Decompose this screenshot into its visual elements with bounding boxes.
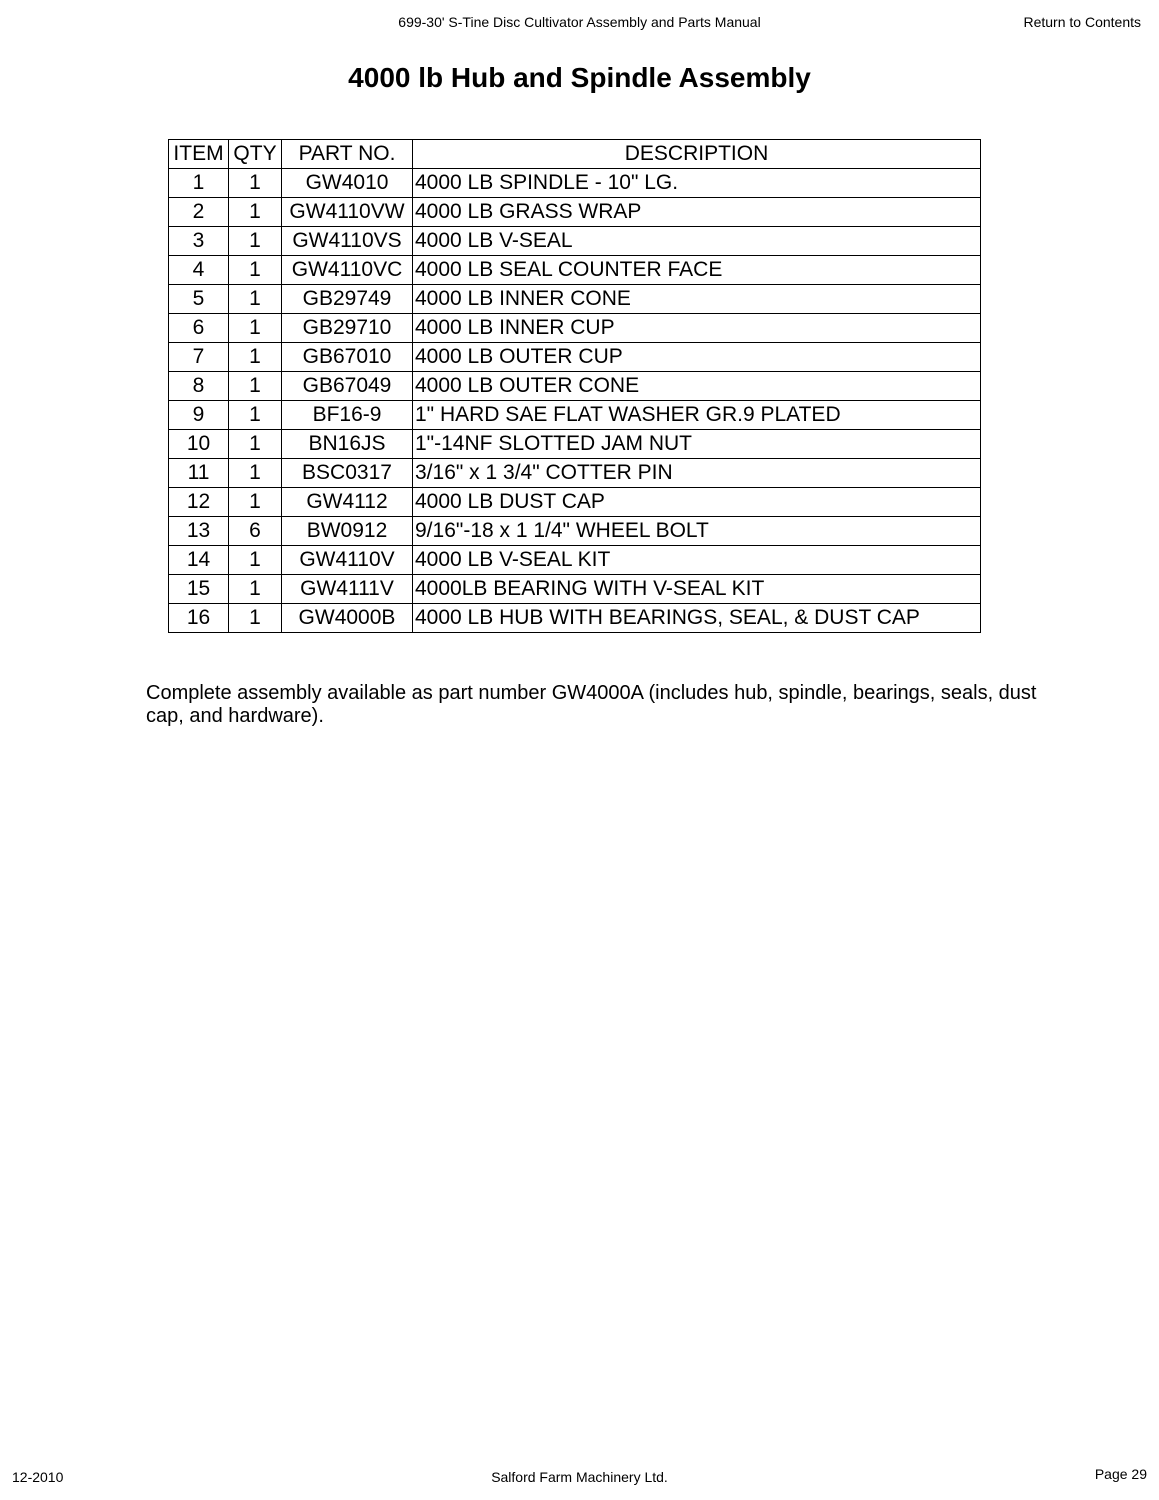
item-cell: 8 (169, 372, 229, 401)
qty-cell: 1 (229, 314, 282, 343)
description-cell: 4000LB BEARING WITH V-SEAL KIT (413, 575, 981, 604)
table-row (169, 169, 981, 198)
description-cell: 4000 LB DUST CAP (413, 488, 981, 517)
table-row (169, 604, 981, 633)
part-number-cell: GW4112 (282, 488, 413, 517)
description-cell: 3/16" x 1 3/4" COTTER PIN (413, 459, 981, 488)
table-row (169, 198, 981, 227)
table-row (169, 401, 981, 430)
description-cell: 4000 LB V-SEAL (413, 227, 981, 256)
assembly-note: Complete assembly available as part number GW4000A (includes hub, spindle, bearings, seals, dust cap, and hardware). (146, 682, 1037, 727)
qty-cell: 1 (229, 401, 282, 430)
item-cell: 13 (169, 517, 229, 546)
item-cell: 6 (169, 314, 229, 343)
part-number-cell: GW4110V (282, 546, 413, 575)
qty-cell: 1 (229, 546, 282, 575)
table-row (169, 488, 981, 517)
table-row (169, 546, 981, 575)
qty-cell: 1 (229, 198, 282, 227)
item-cell: 14 (169, 546, 229, 575)
table-row (169, 256, 981, 285)
manual-title: 699-30' S-Tine Disc Cultivator Assembly and Parts Manual (398, 14, 761, 30)
part-number-cell: GW4000B (282, 604, 413, 633)
item-cell: 1 (169, 169, 229, 198)
description-cell: 1" HARD SAE FLAT WASHER GR.9 PLATED (413, 401, 981, 430)
description-cell: 4000 LB INNER CONE (413, 285, 981, 314)
item-cell: 12 (169, 488, 229, 517)
description-cell: 4000 LB INNER CUP (413, 314, 981, 343)
column-header-part-no: PART NO. (282, 140, 413, 169)
description-cell: 1"-14NF SLOTTED JAM NUT (413, 430, 981, 459)
part-number-cell: GW4010 (282, 169, 413, 198)
qty-cell: 1 (229, 372, 282, 401)
description-cell: 4000 LB SPINDLE - 10" LG. (413, 169, 981, 198)
part-number-cell: BN16JS (282, 430, 413, 459)
parts-table (168, 139, 981, 633)
part-number-cell: GW4110VW (282, 198, 413, 227)
item-cell: 5 (169, 285, 229, 314)
description-cell: 4000 LB OUTER CONE (413, 372, 981, 401)
qty-cell: 1 (229, 285, 282, 314)
description-cell: 4000 LB OUTER CUP (413, 343, 981, 372)
table-row (169, 517, 981, 546)
item-cell: 3 (169, 227, 229, 256)
description-cell: 4000 LB SEAL COUNTER FACE (413, 256, 981, 285)
return-to-contents-link[interactable]: Return to Contents (1023, 14, 1141, 30)
part-number-cell: BF16-9 (282, 401, 413, 430)
table-row (169, 372, 981, 401)
qty-cell: 1 (229, 169, 282, 198)
footer-page-number: Page 29 (1094, 1466, 1147, 1482)
table-row (169, 227, 981, 256)
item-cell: 16 (169, 604, 229, 633)
qty-cell: 1 (229, 459, 282, 488)
column-header-description: DESCRIPTION (413, 140, 981, 169)
table-row (169, 459, 981, 488)
qty-cell: 6 (229, 517, 282, 546)
footer-date: 12-2010 (12, 1469, 64, 1485)
item-cell: 10 (169, 430, 229, 459)
item-cell: 15 (169, 575, 229, 604)
qty-cell: 1 (229, 343, 282, 372)
qty-cell: 1 (229, 575, 282, 604)
qty-cell: 1 (229, 256, 282, 285)
part-number-cell: GW4110VC (282, 256, 413, 285)
qty-cell: 1 (229, 604, 282, 633)
item-cell: 2 (169, 198, 229, 227)
part-number-cell: GB67049 (282, 372, 413, 401)
item-cell: 4 (169, 256, 229, 285)
column-header-item: ITEM (169, 140, 229, 169)
part-number-cell: GB29749 (282, 285, 413, 314)
part-number-cell: BSC0317 (282, 459, 413, 488)
column-header-qty: QTY (229, 140, 282, 169)
part-number-cell: GW4110VS (282, 227, 413, 256)
table-row (169, 575, 981, 604)
item-cell: 9 (169, 401, 229, 430)
description-cell: 9/16"-18 x 1 1/4" WHEEL BOLT (413, 517, 981, 546)
item-cell: 7 (169, 343, 229, 372)
description-cell: 4000 LB HUB WITH BEARINGS, SEAL, & DUST CAP (413, 604, 981, 633)
part-number-cell: GW4111V (282, 575, 413, 604)
part-number-cell: BW0912 (282, 517, 413, 546)
description-cell: 4000 LB GRASS WRAP (413, 198, 981, 227)
table-row (169, 430, 981, 459)
qty-cell: 1 (229, 488, 282, 517)
qty-cell: 1 (229, 430, 282, 459)
table-row (169, 343, 981, 372)
qty-cell: 1 (229, 227, 282, 256)
footer-company: Salford Farm Machinery Ltd. (491, 1469, 668, 1485)
page-title: 4000 lb Hub and Spindle Assembly (348, 62, 811, 93)
item-cell: 11 (169, 459, 229, 488)
part-number-cell: GB67010 (282, 343, 413, 372)
table-header-row (169, 140, 981, 169)
table-row (169, 314, 981, 343)
description-cell: 4000 LB V-SEAL KIT (413, 546, 981, 575)
table-row (169, 285, 981, 314)
part-number-cell: GB29710 (282, 314, 413, 343)
